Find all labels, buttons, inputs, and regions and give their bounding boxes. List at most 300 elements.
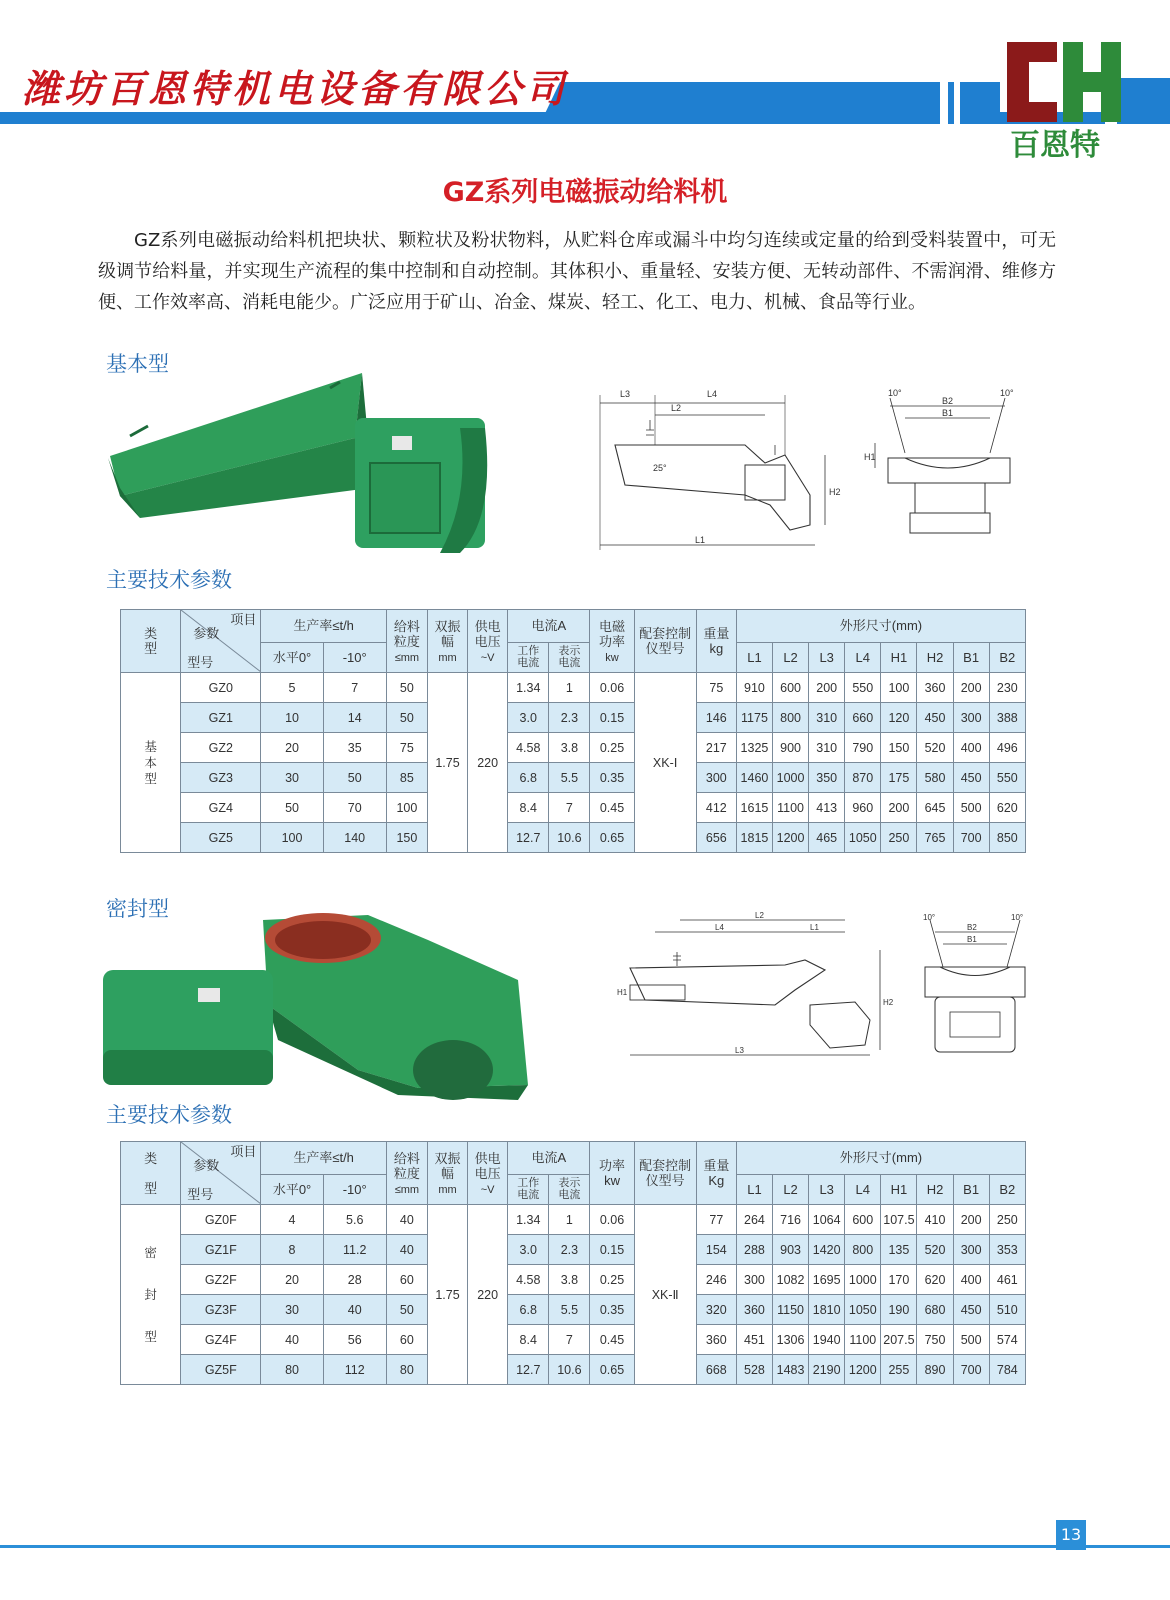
table-cell: 154 <box>696 1235 736 1265</box>
table-cell: 5.5 <box>549 763 590 793</box>
dim-cell: 410 <box>917 1205 953 1235</box>
table-cell: 8 <box>261 1235 323 1265</box>
table-cell: 3.0 <box>508 703 549 733</box>
table-cell: 12.7 <box>508 1355 549 1385</box>
sealed-front-drawing <box>915 912 1035 1057</box>
dim-cell: 310 <box>809 703 845 733</box>
dim-col-header: L3 <box>809 1174 845 1204</box>
dim-cell: 910 <box>736 673 772 703</box>
dim-col-header: B2 <box>989 1174 1025 1204</box>
dim-cell: 1460 <box>736 763 772 793</box>
dim-cell: 175 <box>881 763 917 793</box>
table-cell: 0.45 <box>590 1325 634 1355</box>
drawing-label: 10° <box>1000 388 1014 398</box>
footer-line <box>0 1545 1170 1548</box>
sealed-params-label: 主要技术参数 <box>106 1103 232 1127</box>
model-cell: GZ3 <box>181 763 261 793</box>
model-cell: GZ2 <box>181 733 261 763</box>
dim-cell: 451 <box>736 1325 772 1355</box>
table-cell: 246 <box>696 1265 736 1295</box>
amplitude-cell: 1.75 <box>427 1205 467 1385</box>
dim-cell: 100 <box>881 673 917 703</box>
dim-cell: 200 <box>881 793 917 823</box>
model-cell: GZ1F <box>181 1235 261 1265</box>
dim-col-header: L2 <box>773 642 809 672</box>
dim-cell: 790 <box>845 733 881 763</box>
type-char: 密 <box>144 1245 157 1260</box>
dim-col-header: L3 <box>809 642 845 672</box>
table-cell: 668 <box>696 1355 736 1385</box>
dim-cell: 264 <box>736 1205 772 1235</box>
table-cell: 0.65 <box>590 1355 634 1385</box>
current-header: 电流A <box>508 1142 590 1175</box>
dim-cell: 1064 <box>809 1205 845 1235</box>
table-cell: 60 <box>386 1325 427 1355</box>
dim-cell: 700 <box>953 823 989 853</box>
intro-text: GZ系列电磁振动给料机把块状、颗粒状及粉状物料，从贮料仓库或漏斗中均匀连续或定量的给到受料装置中，可无级调节给料量，并实现生产流程的集中控制和自动控制。其体积小、重量轻、安装方便、无转动部件、不需润滑、维修方便、工作效率高、消耗电能少。广泛应用于矿山、冶金、煤炭、轻工、化工、电力、机械、食品等行业。 <box>98 230 1056 313</box>
model-cell: GZ0F <box>181 1205 261 1235</box>
table-cell: 75 <box>696 673 736 703</box>
model-cell: GZ4F <box>181 1325 261 1355</box>
dim-cell: 1100 <box>773 793 809 823</box>
table-row <box>121 1205 1026 1235</box>
table-cell: 3.8 <box>549 733 590 763</box>
work-current-header: 工作 电流 <box>508 642 549 672</box>
table-row <box>121 1265 1026 1295</box>
table-cell: 70 <box>323 793 386 823</box>
table-cell: 0.15 <box>590 703 634 733</box>
dim-cell: 800 <box>773 703 809 733</box>
power-header: 功率 kw <box>590 1142 634 1205</box>
dim-cell: 550 <box>989 763 1025 793</box>
drawing-label: L4 <box>707 389 718 399</box>
model-cell: GZ5 <box>181 823 261 853</box>
page-header <box>0 0 1170 165</box>
table-cell: 12.7 <box>508 823 549 853</box>
sealed-feeder-photo <box>98 910 528 1100</box>
model-cell: GZ3F <box>181 1295 261 1325</box>
dim-cell: 1082 <box>773 1265 809 1295</box>
voltage-header: 供电 电压 ~V <box>468 1142 508 1205</box>
dim-cell: 850 <box>989 823 1025 853</box>
dim-cell: 680 <box>917 1295 953 1325</box>
drawing-label: B2 <box>942 396 954 406</box>
table-row <box>121 703 1026 733</box>
table-cell: 75 <box>386 733 427 763</box>
dim-cell: 450 <box>953 763 989 793</box>
table-cell: 1 <box>549 673 590 703</box>
minus10-header: -10° <box>323 642 386 672</box>
table-cell: 60 <box>386 1265 427 1295</box>
table-row <box>121 1355 1026 1385</box>
table-cell: 0.35 <box>590 763 634 793</box>
dim-cell: 528 <box>736 1355 772 1385</box>
weight-header: 重量 kg <box>696 610 736 673</box>
table-cell: 140 <box>323 823 386 853</box>
dim-col-header: L4 <box>845 1174 881 1204</box>
table-cell: 3.0 <box>508 1235 549 1265</box>
drawing-label: L1 <box>695 535 706 545</box>
dim-cell: 200 <box>953 673 989 703</box>
type-cell <box>121 1205 181 1385</box>
dim-cell: 510 <box>989 1295 1025 1325</box>
production-header: 生产率≤t/h <box>261 1142 386 1175</box>
logo-text: 百恩特 <box>1010 128 1100 163</box>
table-row <box>121 1295 1026 1325</box>
table-cell: 35 <box>323 733 386 763</box>
table-cell: 2.3 <box>549 703 590 733</box>
table-cell: 300 <box>696 763 736 793</box>
dims-header: 外形尺寸(mm) <box>736 610 1025 643</box>
model-cell: GZ2F <box>181 1265 261 1295</box>
company-name: 潍坊百恩特机电设备有限公司 <box>22 66 569 111</box>
controller-header: 配套控制 仪型号 <box>634 610 696 673</box>
table-cell: 40 <box>386 1205 427 1235</box>
dim-cell: 360 <box>917 673 953 703</box>
dim-cell: 1815 <box>736 823 772 853</box>
dim-cell: 1325 <box>736 733 772 763</box>
table-cell: 1 <box>549 1205 590 1235</box>
work-current-header: 工作 电流 <box>508 1174 549 1204</box>
dim-cell: 300 <box>736 1265 772 1295</box>
dim-cell: 750 <box>917 1325 953 1355</box>
table-cell: 1.34 <box>508 1205 549 1235</box>
type-char: 基 <box>144 739 157 754</box>
dim-cell: 400 <box>953 1265 989 1295</box>
table-cell: 320 <box>696 1295 736 1325</box>
table-row <box>121 1235 1026 1265</box>
page-number: 13 <box>1056 1520 1086 1550</box>
drawing-label: L3 <box>735 1046 744 1055</box>
sealed-side-drawing <box>615 910 895 1065</box>
drawing-label: L3 <box>620 389 631 399</box>
dim-cell: 288 <box>736 1235 772 1265</box>
dim-cell: 300 <box>953 1235 989 1265</box>
dim-cell: 353 <box>989 1235 1025 1265</box>
table-cell: 85 <box>386 763 427 793</box>
table-cell: 40 <box>323 1295 386 1325</box>
minus10-header: -10° <box>323 1174 386 1204</box>
drawing-label: B2 <box>967 923 977 932</box>
dim-cell: 350 <box>809 763 845 793</box>
dim-col-header: B1 <box>953 1174 989 1204</box>
dim-cell: 207.5 <box>881 1325 917 1355</box>
dim-cell: 1150 <box>773 1295 809 1325</box>
drawing-label: 10° <box>923 913 936 922</box>
dim-cell: 1200 <box>773 823 809 853</box>
table-cell: 100 <box>386 793 427 823</box>
dim-col-header: H1 <box>881 1174 917 1204</box>
type-header: 类 型 <box>121 610 181 673</box>
amplitude-header: 双振 幅 mm <box>427 610 467 673</box>
dim-cell: 300 <box>953 703 989 733</box>
page-title: GZ系列电磁振动给料机 <box>442 177 728 208</box>
table-cell: 10.6 <box>549 1355 590 1385</box>
indicator-current-header: 表示 电流 <box>549 642 590 672</box>
dim-cell: 2190 <box>809 1355 845 1385</box>
table-cell: 50 <box>386 1295 427 1325</box>
drawing-label: L1 <box>810 923 819 932</box>
dim-cell: 1483 <box>773 1355 809 1385</box>
table-cell: 100 <box>261 823 323 853</box>
type-char: 本 <box>144 755 157 770</box>
table-cell: 4.58 <box>508 1265 549 1295</box>
table-cell: 80 <box>261 1355 323 1385</box>
table-cell: 360 <box>696 1325 736 1355</box>
current-header: 电流A <box>508 610 590 643</box>
table-row <box>121 793 1026 823</box>
table-cell: 14 <box>323 703 386 733</box>
dim-cell: 465 <box>809 823 845 853</box>
dim-cell: 1050 <box>845 1295 881 1325</box>
dim-cell: 1695 <box>809 1265 845 1295</box>
dim-cell: 450 <box>953 1295 989 1325</box>
dim-cell: 600 <box>773 673 809 703</box>
dim-cell: 1175 <box>736 703 772 733</box>
production-header: 生产率≤t/h <box>261 610 386 643</box>
table-cell: 4.58 <box>508 733 549 763</box>
table-cell: 56 <box>323 1325 386 1355</box>
dim-cell: 1000 <box>845 1265 881 1295</box>
granularity-header: 给料 粒度 ≤mm <box>386 1142 427 1205</box>
dim-cell: 400 <box>953 733 989 763</box>
dim-cell: 310 <box>809 733 845 763</box>
table-cell: 20 <box>261 1265 323 1295</box>
drawing-label: 10° <box>1011 913 1024 922</box>
table-cell: 0.06 <box>590 1205 634 1235</box>
drawing-label: L2 <box>755 911 764 920</box>
dim-cell: 890 <box>917 1355 953 1385</box>
type-header: 类 型 <box>121 1142 181 1205</box>
dim-cell: 800 <box>845 1235 881 1265</box>
table-row <box>121 823 1026 853</box>
dim-cell: 120 <box>881 703 917 733</box>
dims-header: 外形尺寸(mm) <box>736 1142 1025 1175</box>
table-cell: 77 <box>696 1205 736 1235</box>
drawing-label: H2 <box>883 998 894 1007</box>
drawing-label: L4 <box>715 923 724 932</box>
table-cell: 7 <box>323 673 386 703</box>
dim-cell: 413 <box>809 793 845 823</box>
amplitude-cell: 1.75 <box>427 673 467 853</box>
table-cell: 28 <box>323 1265 386 1295</box>
table-cell: 7 <box>549 1325 590 1355</box>
table-cell: 40 <box>386 1235 427 1265</box>
table-row <box>121 673 1026 703</box>
table-cell: 50 <box>386 703 427 733</box>
table-cell: 0.25 <box>590 733 634 763</box>
controller-header: 配套控制 仪型号 <box>634 1142 696 1205</box>
table-cell: 412 <box>696 793 736 823</box>
dim-cell: 574 <box>989 1325 1025 1355</box>
table-row <box>121 763 1026 793</box>
sealed-spec-table <box>120 1141 1026 1385</box>
table-cell: 30 <box>261 1295 323 1325</box>
table-cell: 656 <box>696 823 736 853</box>
basic-spec-table <box>120 609 1026 853</box>
model-cell: GZ5F <box>181 1355 261 1385</box>
horizontal-header: 水平0° <box>261 642 323 672</box>
basic-type-label: 基本型 <box>106 352 169 376</box>
dim-col-header: L2 <box>773 1174 809 1204</box>
sealed-table-body <box>121 1205 1026 1385</box>
param-model-header: 项目 参数 型号 <box>181 1142 261 1205</box>
table-cell: 4 <box>261 1205 323 1235</box>
basic-side-drawing <box>595 385 855 555</box>
power-header: 电磁 功率 kw <box>590 610 634 673</box>
dim-cell: 1200 <box>845 1355 881 1385</box>
drawing-label: B1 <box>942 408 954 418</box>
basic-table-body <box>121 673 1026 853</box>
drawing-label: B1 <box>967 935 977 944</box>
dim-cell: 520 <box>917 733 953 763</box>
dim-col-header: H2 <box>917 642 953 672</box>
voltage-cell: 220 <box>468 673 508 853</box>
table-cell: 20 <box>261 733 323 763</box>
dim-cell: 700 <box>953 1355 989 1385</box>
controller-cell: XK-Ⅰ <box>634 673 696 853</box>
dim-cell: 1420 <box>809 1235 845 1265</box>
model-cell: GZ1 <box>181 703 261 733</box>
table-row <box>121 733 1026 763</box>
weight-header: 重量 Kg <box>696 1142 736 1205</box>
dim-cell: 500 <box>953 1325 989 1355</box>
drawing-label: H2 <box>829 487 841 497</box>
amplitude-header: 双振 幅 mm <box>427 1142 467 1205</box>
type-char: 封 <box>144 1287 157 1302</box>
dim-cell: 660 <box>845 703 881 733</box>
table-cell: 11.2 <box>323 1235 386 1265</box>
table-cell: 40 <box>261 1325 323 1355</box>
dim-cell: 1615 <box>736 793 772 823</box>
param-model-header: 项目 参数 型号 <box>181 610 261 673</box>
dim-col-header: B1 <box>953 642 989 672</box>
table-cell: 3.8 <box>549 1265 590 1295</box>
dim-cell: 716 <box>773 1205 809 1235</box>
granularity-header: 给料 粒度 ≤mm <box>386 610 427 673</box>
dim-cell: 645 <box>917 793 953 823</box>
table-cell: 7 <box>549 793 590 823</box>
table-cell: 0.15 <box>590 1235 634 1265</box>
voltage-cell: 220 <box>468 1205 508 1385</box>
table-cell: 150 <box>386 823 427 853</box>
dim-cell: 107.5 <box>881 1205 917 1235</box>
table-cell: 6.8 <box>508 763 549 793</box>
dim-cell: 550 <box>845 673 881 703</box>
sealed-type-label: 密封型 <box>106 897 169 921</box>
dim-cell: 250 <box>881 823 917 853</box>
dim-cell: 250 <box>989 1205 1025 1235</box>
table-cell: 30 <box>261 763 323 793</box>
table-cell: 5.6 <box>323 1205 386 1235</box>
dim-cell: 1100 <box>845 1325 881 1355</box>
table-cell: 146 <box>696 703 736 733</box>
dim-cell: 900 <box>773 733 809 763</box>
table-cell: 8.4 <box>508 793 549 823</box>
table-cell: 10.6 <box>549 823 590 853</box>
table-cell: 112 <box>323 1355 386 1385</box>
dim-cell: 520 <box>917 1235 953 1265</box>
dim-col-header: L1 <box>736 642 772 672</box>
table-cell: 50 <box>386 673 427 703</box>
intro-paragraph <box>98 225 1056 318</box>
basic-params-label: 主要技术参数 <box>106 568 232 592</box>
table-cell: 50 <box>323 763 386 793</box>
dim-col-header: L4 <box>845 642 881 672</box>
voltage-header: 供电 电压 ~V <box>468 610 508 673</box>
dim-cell: 190 <box>881 1295 917 1325</box>
dim-col-header: B2 <box>989 642 1025 672</box>
dim-cell: 1050 <box>845 823 881 853</box>
dim-cell: 1000 <box>773 763 809 793</box>
dim-col-header: L1 <box>736 1174 772 1204</box>
dim-cell: 870 <box>845 763 881 793</box>
dim-cell: 360 <box>736 1295 772 1325</box>
dim-cell: 500 <box>953 793 989 823</box>
table-cell: 0.45 <box>590 793 634 823</box>
table-cell: 5 <box>261 673 323 703</box>
type-cell <box>121 673 181 853</box>
table-cell: 217 <box>696 733 736 763</box>
dim-cell: 230 <box>989 673 1025 703</box>
table-cell: 0.35 <box>590 1295 634 1325</box>
dim-cell: 784 <box>989 1355 1025 1385</box>
dim-cell: 620 <box>989 793 1025 823</box>
table-cell: 8.4 <box>508 1325 549 1355</box>
table-cell: 10 <box>261 703 323 733</box>
dim-cell: 1306 <box>773 1325 809 1355</box>
dim-cell: 450 <box>917 703 953 733</box>
type-char: 型 <box>144 771 157 786</box>
type-char: 型 <box>144 1329 157 1344</box>
dim-cell: 600 <box>845 1205 881 1235</box>
drawing-label: L2 <box>671 403 682 413</box>
drawing-label: H1 <box>617 988 628 997</box>
dim-col-header: H2 <box>917 1174 953 1204</box>
table-row <box>121 1325 1026 1355</box>
dim-cell: 255 <box>881 1355 917 1385</box>
dim-cell: 200 <box>809 673 845 703</box>
table-cell: 0.65 <box>590 823 634 853</box>
model-cell: GZ0 <box>181 673 261 703</box>
dim-col-header: H1 <box>881 642 917 672</box>
table-cell: 2.3 <box>549 1235 590 1265</box>
dim-cell: 1940 <box>809 1325 845 1355</box>
dim-cell: 960 <box>845 793 881 823</box>
dim-cell: 461 <box>989 1265 1025 1295</box>
table-cell: 0.06 <box>590 673 634 703</box>
basic-feeder-photo <box>100 368 500 558</box>
drawing-label: 25° <box>653 463 667 473</box>
controller-cell: XK-Ⅱ <box>634 1205 696 1385</box>
table-cell: 6.8 <box>508 1295 549 1325</box>
dim-cell: 620 <box>917 1265 953 1295</box>
table-cell: 50 <box>261 793 323 823</box>
model-cell: GZ4 <box>181 793 261 823</box>
dim-cell: 200 <box>953 1205 989 1235</box>
dim-cell: 150 <box>881 733 917 763</box>
dim-cell: 170 <box>881 1265 917 1295</box>
dim-cell: 903 <box>773 1235 809 1265</box>
basic-front-drawing <box>860 388 1035 548</box>
table-cell: 80 <box>386 1355 427 1385</box>
table-cell: 1.34 <box>508 673 549 703</box>
drawing-label: H1 <box>864 452 876 462</box>
table-cell: 0.25 <box>590 1265 634 1295</box>
dim-cell: 1810 <box>809 1295 845 1325</box>
dim-cell: 135 <box>881 1235 917 1265</box>
dim-cell: 765 <box>917 823 953 853</box>
